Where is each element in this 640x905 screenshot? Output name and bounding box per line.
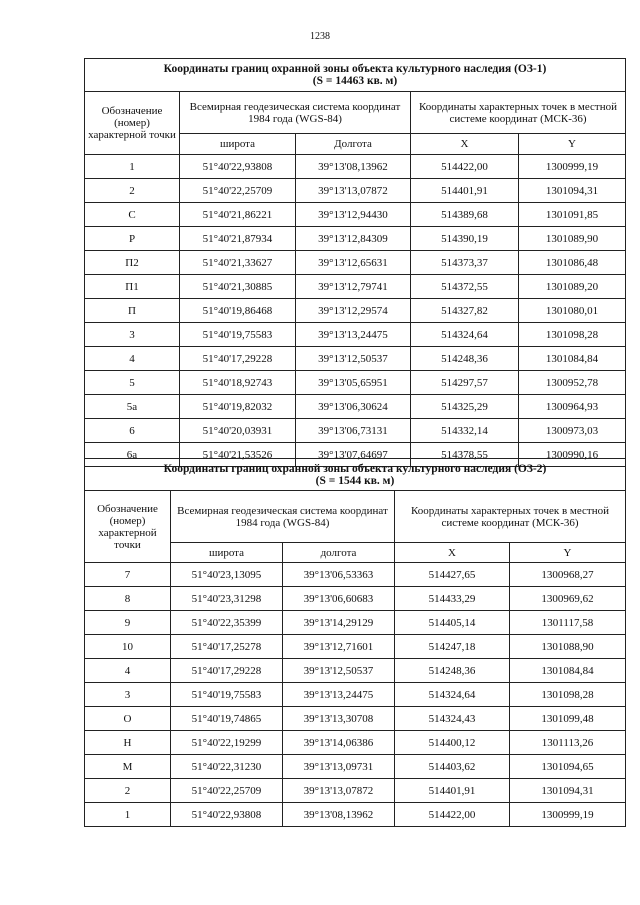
- y-header: Y: [510, 543, 626, 563]
- latitude-cell: 51°40'23,31298: [171, 587, 283, 611]
- longitude-cell: 39°13'08,13962: [296, 155, 411, 179]
- table-row: [85, 395, 626, 419]
- x-cell: 514403,62: [395, 755, 510, 779]
- point-id-cell: 5а: [85, 395, 180, 419]
- y-cell: 1301089,90: [519, 227, 626, 251]
- coordinates-table-oz1: [84, 58, 626, 467]
- table-row: [85, 707, 626, 731]
- latitude-cell: 51°40'19,86468: [180, 299, 296, 323]
- longitude-cell: 39°13'13,07872: [296, 179, 411, 203]
- longitude-cell: 39°13'13,24475: [283, 683, 395, 707]
- table-title-text: Координаты границ охранной зоны объекта культурного наследия (ОЗ-2): [163, 462, 547, 475]
- latitude-cell: 51°40'22,19299: [171, 731, 283, 755]
- y-cell: 1300952,78: [519, 371, 626, 395]
- table-row: [85, 731, 626, 755]
- point-id-cell: 9: [85, 611, 171, 635]
- longitude-cell: 39°13'12,71601: [283, 635, 395, 659]
- longitude-cell: 39°13'13,30708: [283, 707, 395, 731]
- longitude-cell: 39°13'06,30624: [296, 395, 411, 419]
- table-row: [85, 251, 626, 275]
- point-id-cell: 2: [85, 779, 171, 803]
- y-cell: 1301094,65: [510, 755, 626, 779]
- point-id-cell: 3: [85, 683, 171, 707]
- point-id-cell: М: [85, 755, 171, 779]
- table-row: [85, 323, 626, 347]
- y-cell: 1300968,27: [510, 563, 626, 587]
- latitude-cell: 51°40'19,74865: [171, 707, 283, 731]
- x-cell: 514247,18: [395, 635, 510, 659]
- table-row: [85, 179, 626, 203]
- table-row: [85, 635, 626, 659]
- point-id-cell: О: [85, 707, 171, 731]
- lon-header: долгота: [283, 543, 395, 563]
- x-cell: 514427,65: [395, 563, 510, 587]
- latitude-cell: 51°40'21,53526: [180, 443, 296, 467]
- point-id-cell: 4: [85, 347, 180, 371]
- x-cell: 514401,91: [395, 779, 510, 803]
- x-cell: 514248,36: [395, 659, 510, 683]
- latitude-cell: 51°40'21,86221: [180, 203, 296, 227]
- table-area: (S = 14463 кв. м): [312, 75, 398, 87]
- latitude-cell: 51°40'21,87934: [180, 227, 296, 251]
- point-id-cell: П1: [85, 275, 180, 299]
- latitude-cell: 51°40'22,93808: [180, 155, 296, 179]
- x-cell: 514390,19: [411, 227, 519, 251]
- longitude-cell: 39°13'12,94430: [296, 203, 411, 227]
- y-cell: 1300999,19: [510, 803, 626, 827]
- point-id-cell: 7: [85, 563, 171, 587]
- table-row: [85, 659, 626, 683]
- point-id-cell: 10: [85, 635, 171, 659]
- table-row: [85, 611, 626, 635]
- table-row: [85, 755, 626, 779]
- longitude-cell: 39°13'13,09731: [283, 755, 395, 779]
- y-cell: 1301117,58: [510, 611, 626, 635]
- y-cell: 1301084,84: [510, 659, 626, 683]
- x-cell: 514325,29: [411, 395, 519, 419]
- point-id-cell: С: [85, 203, 180, 227]
- longitude-cell: 39°13'12,29574: [296, 299, 411, 323]
- latitude-cell: 51°40'17,25278: [171, 635, 283, 659]
- point-id-cell: Н: [85, 731, 171, 755]
- y-cell: 1301091,85: [519, 203, 626, 227]
- latitude-cell: 51°40'21,33627: [180, 251, 296, 275]
- x-cell: 514324,64: [411, 323, 519, 347]
- point-id-cell: Р: [85, 227, 180, 251]
- y-cell: 1301113,26: [510, 731, 626, 755]
- x-cell: 514297,57: [411, 371, 519, 395]
- x-cell: 514401,91: [411, 179, 519, 203]
- latitude-cell: 51°40'22,31230: [171, 755, 283, 779]
- longitude-cell: 39°13'14,29129: [283, 611, 395, 635]
- lat-header: широта: [171, 543, 283, 563]
- longitude-cell: 39°13'07,64697: [296, 443, 411, 467]
- table-row: [85, 203, 626, 227]
- y-cell: 1300969,62: [510, 587, 626, 611]
- longitude-cell: 39°13'05,65951: [296, 371, 411, 395]
- x-header: X: [411, 134, 519, 155]
- y-cell: 1301089,20: [519, 275, 626, 299]
- x-cell: 514324,64: [395, 683, 510, 707]
- x-cell: 514400,12: [395, 731, 510, 755]
- table-title-text: Координаты границ охранной зоны объекта культурного наследия (ОЗ-1): [163, 63, 547, 75]
- point-id-cell: 5: [85, 371, 180, 395]
- table-row: [85, 779, 626, 803]
- latitude-cell: 51°40'19,75583: [171, 683, 283, 707]
- point-id-cell: П: [85, 299, 180, 323]
- page-number: 1238: [310, 31, 330, 42]
- latitude-cell: 51°40'20,03931: [180, 419, 296, 443]
- longitude-cell: 39°13'08,13962: [283, 803, 395, 827]
- table-row: [85, 299, 626, 323]
- table-row: [85, 563, 626, 587]
- y-cell: 1300964,93: [519, 395, 626, 419]
- table-row: [85, 587, 626, 611]
- msk-header: Координаты характерных точек в местной системе координат (МСК-36): [395, 491, 626, 543]
- x-cell: 514373,37: [411, 251, 519, 275]
- longitude-cell: 39°13'06,73131: [296, 419, 411, 443]
- coordinates-body-oz1: [85, 155, 626, 467]
- y-cell: 1301099,48: [510, 707, 626, 731]
- y-cell: 1300973,03: [519, 419, 626, 443]
- x-header: X: [395, 543, 510, 563]
- point-id-cell: 6: [85, 419, 180, 443]
- point-id-cell: 6а: [85, 443, 180, 467]
- x-cell: 514372,55: [411, 275, 519, 299]
- point-id-cell: 1: [85, 803, 171, 827]
- longitude-cell: 39°13'12,84309: [296, 227, 411, 251]
- table-row: [85, 683, 626, 707]
- point-id-cell: 4: [85, 659, 171, 683]
- x-cell: 514332,14: [411, 419, 519, 443]
- coordinates-body-oz2: [85, 563, 626, 827]
- wgs-header: Всемирная геодезическая система координат 1984 года (WGS-84): [180, 92, 411, 134]
- msk-header: Координаты характерных точек в местной системе координат (МСК-36): [411, 92, 626, 134]
- table-row: [85, 227, 626, 251]
- latitude-cell: 51°40'19,75583: [180, 323, 296, 347]
- coordinates-table-oz2: [84, 458, 626, 827]
- longitude-cell: 39°13'13,07872: [283, 779, 395, 803]
- lat-header: широта: [180, 134, 296, 155]
- latitude-cell: 51°40'22,25709: [180, 179, 296, 203]
- x-cell: 514389,68: [411, 203, 519, 227]
- x-cell: 514248,36: [411, 347, 519, 371]
- longitude-cell: 39°13'13,24475: [296, 323, 411, 347]
- y-cell: 1300990,16: [519, 443, 626, 467]
- latitude-cell: 51°40'17,29228: [180, 347, 296, 371]
- longitude-cell: 39°13'06,60683: [283, 587, 395, 611]
- x-cell: 514378,55: [411, 443, 519, 467]
- latitude-cell: 51°40'23,13095: [171, 563, 283, 587]
- point-label-header: Обозначение (номер) характерной точки: [85, 491, 171, 563]
- longitude-cell: 39°13'12,79741: [296, 275, 411, 299]
- wgs-header: Всемирная геодезическая система координат 1984 года (WGS-84): [171, 491, 395, 543]
- latitude-cell: 51°40'21,30885: [180, 275, 296, 299]
- table-row: [85, 275, 626, 299]
- longitude-cell: 39°13'12,65631: [296, 251, 411, 275]
- point-id-cell: 2: [85, 179, 180, 203]
- y-cell: 1301084,84: [519, 347, 626, 371]
- table-row: [85, 419, 626, 443]
- point-id-cell: 3: [85, 323, 180, 347]
- latitude-cell: 51°40'17,29228: [171, 659, 283, 683]
- longitude-cell: 39°13'12,50537: [296, 347, 411, 371]
- point-id-cell: П2: [85, 251, 180, 275]
- table-title: [85, 459, 626, 491]
- latitude-cell: 51°40'22,93808: [171, 803, 283, 827]
- point-id-cell: 8: [85, 587, 171, 611]
- latitude-cell: 51°40'19,82032: [180, 395, 296, 419]
- longitude-cell: 39°13'12,50537: [283, 659, 395, 683]
- longitude-cell: 39°13'06,53363: [283, 563, 395, 587]
- latitude-cell: 51°40'22,25709: [171, 779, 283, 803]
- table-row: [85, 371, 626, 395]
- point-label-header: Обозначение (номер) характерной точки: [85, 92, 180, 155]
- x-cell: 514327,82: [411, 299, 519, 323]
- lon-header: Долгота: [296, 134, 411, 155]
- longitude-cell: 39°13'14,06386: [283, 731, 395, 755]
- x-cell: 514405,14: [395, 611, 510, 635]
- x-cell: 514422,00: [395, 803, 510, 827]
- table-row: [85, 803, 626, 827]
- table-area: (S = 1544 кв. м): [315, 474, 395, 487]
- latitude-cell: 51°40'18,92743: [180, 371, 296, 395]
- point-id-cell: 1: [85, 155, 180, 179]
- y-cell: 1301094,31: [519, 179, 626, 203]
- y-cell: 1300999,19: [519, 155, 626, 179]
- y-cell: 1301098,28: [510, 683, 626, 707]
- y-cell: 1301086,48: [519, 251, 626, 275]
- table-row: [85, 347, 626, 371]
- y-cell: 1301080,01: [519, 299, 626, 323]
- y-header: Y: [519, 134, 626, 155]
- table-row: [85, 155, 626, 179]
- x-cell: 514324,43: [395, 707, 510, 731]
- x-cell: 514422,00: [411, 155, 519, 179]
- y-cell: 1301098,28: [519, 323, 626, 347]
- y-cell: 1301088,90: [510, 635, 626, 659]
- x-cell: 514433,29: [395, 587, 510, 611]
- latitude-cell: 51°40'22,35399: [171, 611, 283, 635]
- table-title: [85, 59, 626, 92]
- y-cell: 1301094,31: [510, 779, 626, 803]
